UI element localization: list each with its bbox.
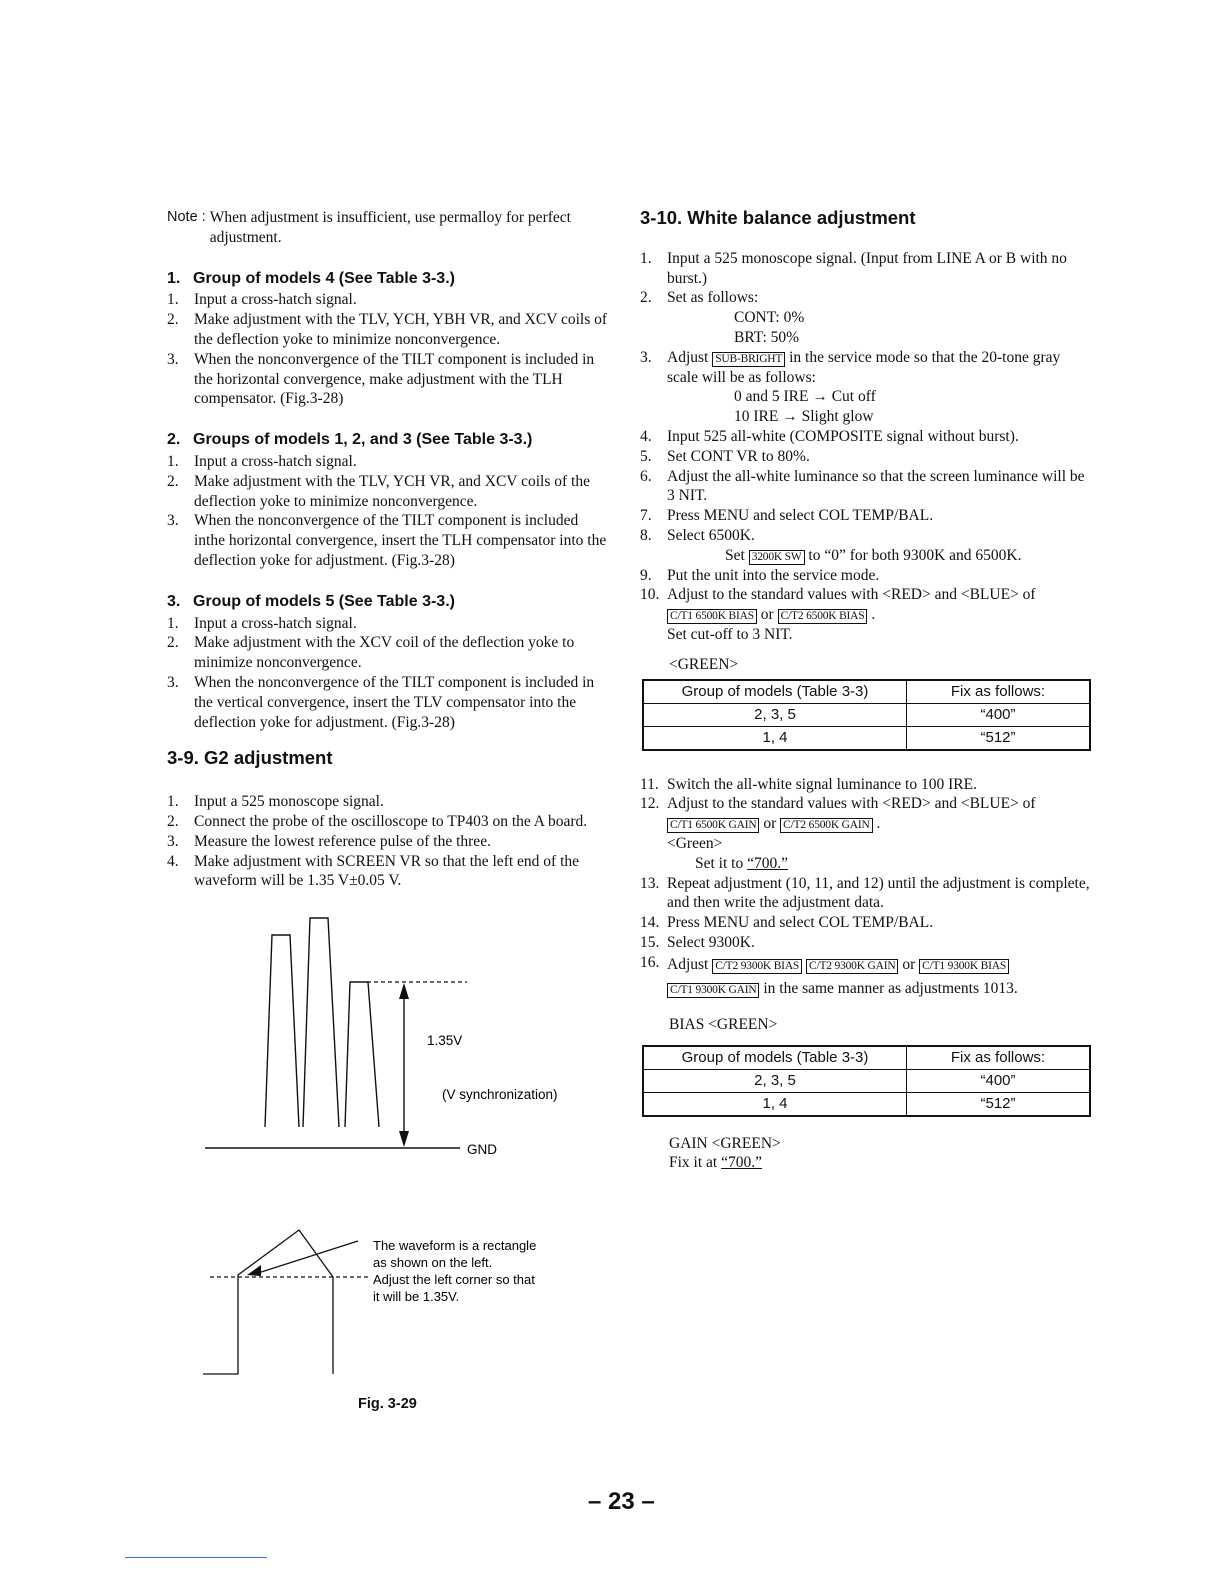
note-line: The waveform is a rectangle (373, 1238, 537, 1253)
step-number: 14. (640, 914, 660, 932)
step-text: Input a cross-hatch signal. (194, 291, 357, 309)
switch-key: 3200K SW (749, 550, 805, 565)
section-heading-models-123 (167, 430, 610, 450)
list-item (640, 526, 1092, 566)
note-label: Note : (167, 209, 206, 225)
green-label: <GREEN> (669, 655, 739, 673)
step-text: Make adjustment with the TLV, YCH VR, and XCV coils of the deflection yoke to minimize nonconvergence. (194, 472, 590, 510)
step-text: Set cut-off to 3 NIT. (667, 625, 793, 643)
ct2-9300-gain-key: C/T2 9300K GAIN (806, 959, 898, 974)
step-number: 1. (167, 291, 179, 309)
section-title: Groups of models 1, 2, and 3 (See Table 3-3.) (193, 431, 533, 449)
ct2-bias-key: C/T2 6500K BIAS (778, 609, 868, 624)
step-number: 2. (167, 634, 179, 652)
step-text: Put the unit into the service mode. (667, 566, 880, 584)
step-number: 3. (167, 832, 179, 850)
step-text: Select 9300K. (667, 933, 755, 951)
table-header: Group of models (Table 3-3) (643, 1046, 907, 1070)
note-line: Adjust the left corner so that (373, 1272, 535, 1287)
sub-bright-key: SUB-BRIGHT (712, 352, 785, 367)
list-item (167, 290, 610, 310)
gain-green-label: GAIN <GREEN> (669, 1134, 781, 1152)
list-item (640, 506, 1092, 526)
step-number: 10. (640, 586, 660, 604)
table-header-row (643, 1046, 1090, 1070)
contrast-value: CONT: 0% (734, 309, 805, 327)
step-number: 5. (640, 447, 652, 465)
section-number: 3. (167, 592, 181, 610)
list-item (167, 852, 610, 892)
steps-g2 (167, 792, 610, 891)
steps-models-5 (167, 614, 610, 733)
step-text: Input a cross-hatch signal. (194, 614, 357, 632)
glow-value: 10 IRE → Slight glow (734, 408, 874, 426)
step-number: 2. (167, 311, 179, 329)
steps-white-balance-cont (640, 775, 1092, 1001)
table-row (643, 1069, 1090, 1092)
table-header: Fix as follows: (907, 1046, 1091, 1070)
list-item (640, 874, 1092, 914)
list-item (167, 812, 610, 832)
ct1-bias-key: C/T1 6500K BIAS (667, 609, 757, 624)
step-number: 1. (167, 614, 179, 632)
step-number: 4. (167, 852, 179, 870)
table-cell: 1, 4 (643, 1092, 907, 1116)
list-item (640, 447, 1092, 467)
step-text: or (763, 815, 777, 833)
ct1-9300-gain-key: C/T1 9300K GAIN (667, 983, 759, 998)
section-number: 2. (167, 431, 181, 449)
list-item (640, 585, 1092, 644)
ct2-gain-key: C/T2 6500K GAIN (780, 818, 872, 833)
step-number: 12. (640, 795, 660, 813)
step-text: in the same manner as adjustments 1013. (763, 979, 1018, 997)
step-text: Adjust the all-white luminance so that the screen luminance will be 3 NIT. (667, 467, 1085, 505)
note-line: as shown on the left. (373, 1255, 493, 1270)
step-number: 16. (640, 953, 660, 971)
list-item (640, 348, 1092, 427)
step-number: 13. (640, 874, 660, 892)
list-item (640, 913, 1092, 933)
step-text: Input 525 all-white (COMPOSITE signal without burst). (667, 427, 1019, 445)
table-header-row (643, 680, 1090, 704)
list-item (640, 566, 1092, 586)
waveform-diagram (195, 905, 575, 1385)
step-number: 1. (167, 452, 179, 470)
list-item (640, 953, 1092, 1001)
table-header: Group of models (Table 3-3) (643, 680, 907, 704)
table-cell: “400” (907, 703, 1091, 726)
step-text: Measure the lowest reference pulse of the three. (194, 832, 491, 850)
step-text: . (876, 815, 881, 833)
step-number: 6. (640, 467, 652, 485)
set-value: “700.” (747, 854, 788, 872)
table-cell: 2, 3, 5 (643, 703, 907, 726)
table-row (643, 703, 1090, 726)
table-row (643, 726, 1090, 750)
step-text: When the nonconvergence of the TILT component is included in the horizontal convergence, make adjustment with the TLH compensator. (Fig.3-28) (194, 350, 595, 408)
step-text: in the service mode so that the 20-tone gray scale will be as follows: (667, 348, 1061, 386)
step-text: Adjust to the standard values with <RED> and <BLUE> of (667, 795, 1036, 813)
step-number: 3. (167, 350, 179, 368)
step-text: <Green> (667, 834, 723, 852)
section-number: 1. (167, 269, 181, 287)
list-item (640, 249, 1092, 289)
list-item (167, 310, 610, 350)
list-item (167, 452, 610, 472)
section-title: Group of models 4 (See Table 3-3.) (193, 269, 455, 287)
pulse-1 (265, 935, 299, 1127)
section-heading-models-4 (167, 269, 610, 289)
step-text: Press MENU and select COL TEMP/BAL. (667, 507, 934, 525)
step-text: Connect the probe of the oscilloscope to TP403 on the A board. (194, 812, 588, 830)
step-text: Repeat adjustment (10, 11, and 12) until the adjustment is complete, and then write the adjustment data. (667, 874, 1090, 912)
step-number: 4. (640, 427, 652, 445)
step-text: Select 6500K. (667, 526, 755, 544)
page-number: – 23 – (588, 1488, 655, 1515)
list-item (640, 933, 1092, 953)
g2-adjustment-heading: 3-9. G2 adjustment (167, 747, 333, 769)
step-number: 11. (640, 775, 659, 793)
pulse-2 (303, 918, 339, 1127)
step-number: 2. (167, 472, 179, 490)
step-text: or (760, 606, 774, 624)
table-cell: “400” (907, 1069, 1091, 1092)
step-text: Adjust to the standard values with <RED> and <BLUE> of (667, 586, 1036, 604)
voltage-label: 1.35V (427, 1033, 463, 1048)
ct2-9300-bias-key: C/T2 9300K BIAS (712, 959, 802, 974)
list-item (167, 472, 610, 512)
list-item (167, 350, 610, 409)
step-text: Input a 525 monoscope signal. (Input from LINE A or B with no burst.) (667, 249, 1067, 287)
steps-models-123 (167, 452, 610, 571)
step-text: Make adjustment with SCREEN VR so that the left end of the waveform will be 1.35 V±0.05 V. (194, 852, 580, 890)
list-item (640, 467, 1092, 507)
step-text: Input a cross-hatch signal. (194, 452, 357, 470)
right-column (640, 208, 1092, 1173)
waveform-pulses (265, 918, 379, 1127)
white-balance-heading: 3-10. White balance adjustment (640, 207, 916, 228)
list-item (167, 792, 610, 812)
steps-white-balance (640, 249, 1092, 645)
arrow-up-icon (399, 983, 409, 999)
step-text: Fix it at (669, 1154, 718, 1172)
step-text: When the nonconvergence of the TILT component is included in the vertical convergence, insert the TLV compensator into the deflection yoke for adjustment. (Fig.3-28) (194, 673, 595, 731)
list-item (167, 511, 610, 570)
table-cell: “512” (907, 726, 1091, 750)
table-cell: 2, 3, 5 (643, 1069, 907, 1092)
pointer-line (255, 1241, 358, 1274)
figure-caption: Fig. 3-29 (358, 1396, 417, 1412)
step-text: Make adjustment with the TLV, YCH, YBH VR, and XCV coils of the deflection yoke to minimize nonconvergence. (194, 311, 608, 348)
table-cell: 1, 4 (643, 726, 907, 750)
note-text: When adjustment is insufficient, use permalloy for perfect adjustment. (209, 209, 571, 246)
table-cell: “512” (907, 1092, 1091, 1116)
step-number: 9. (640, 566, 652, 584)
step-text: Adjust (667, 348, 709, 366)
step-number: 2. (167, 812, 179, 830)
list-item (167, 633, 610, 673)
ct1-gain-key: C/T1 6500K GAIN (667, 818, 759, 833)
step-number: 3. (167, 673, 179, 691)
brightness-value: BRT: 50% (734, 328, 800, 346)
bias-green-label: BIAS <GREEN> (669, 1015, 778, 1033)
step-number: 3. (167, 512, 179, 530)
step-number: 2. (640, 289, 652, 307)
list-item (167, 832, 610, 852)
sync-label: (V synchronization) (442, 1087, 558, 1102)
step-text: Adjust (667, 955, 709, 973)
step-number: 1. (640, 249, 652, 267)
section-heading-models-5 (167, 592, 610, 612)
step-number: 3. (640, 348, 652, 366)
section-title: Group of models 5 (See Table 3-3.) (193, 592, 455, 610)
gain-value: “700.” (721, 1154, 762, 1172)
green-fix-table-1 (642, 679, 1091, 751)
corner-detail (203, 1230, 370, 1374)
step-text: to “0” for both 9300K and 6500K. (808, 546, 1022, 564)
step-text: Set as follows: (667, 289, 759, 307)
step-text: . (871, 606, 876, 624)
step-number: 15. (640, 933, 660, 951)
step-number: 8. (640, 526, 652, 544)
list-item (640, 775, 1092, 795)
steps-models-4 (167, 290, 610, 409)
step-text: Set (725, 546, 745, 564)
pulse-3 (345, 982, 379, 1127)
list-item (640, 427, 1092, 447)
step-text: Input a 525 monoscope signal. (194, 793, 384, 811)
arrow-down-icon (399, 1131, 409, 1147)
note (167, 208, 610, 248)
step-text: Set it to (695, 854, 744, 872)
gain-fix-line (640, 1153, 1092, 1173)
list-item (167, 614, 610, 634)
step-text: Switch the all-white signal luminance to 100 IRE. (667, 775, 977, 793)
rectangle-waveform (203, 1230, 333, 1374)
table-header: Fix as follows: (907, 680, 1091, 704)
step-text: Make adjustment with the XCV coil of the deflection yoke to minimize nonconvergence. (194, 634, 575, 672)
list-item (640, 794, 1092, 873)
table-row (643, 1092, 1090, 1116)
gnd-label: GND (467, 1142, 497, 1157)
step-text: or (902, 955, 916, 973)
step-text: Set CONT VR to 80%. (667, 447, 810, 465)
left-column (167, 208, 610, 891)
ct1-9300-bias-key: C/T1 9300K BIAS (919, 959, 1009, 974)
footer-rule (125, 1557, 267, 1558)
list-item (167, 673, 610, 732)
note-line: it will be 1.35V. (373, 1289, 460, 1304)
step-number: 7. (640, 507, 652, 525)
cutoff-value: 0 and 5 IRE → Cut off (734, 388, 876, 406)
step-text: When the nonconvergence of the TILT component is included inthe horizontal convergence, insert the TLH compensator into the deflection yoke for adjustment. (Fig.3-28) (194, 512, 607, 569)
step-number: 1. (167, 793, 179, 811)
list-item (640, 288, 1092, 347)
green-fix-table-2 (642, 1045, 1091, 1117)
step-text: Press MENU and select COL TEMP/BAL. (667, 914, 934, 932)
waveform-note (373, 1238, 540, 1304)
